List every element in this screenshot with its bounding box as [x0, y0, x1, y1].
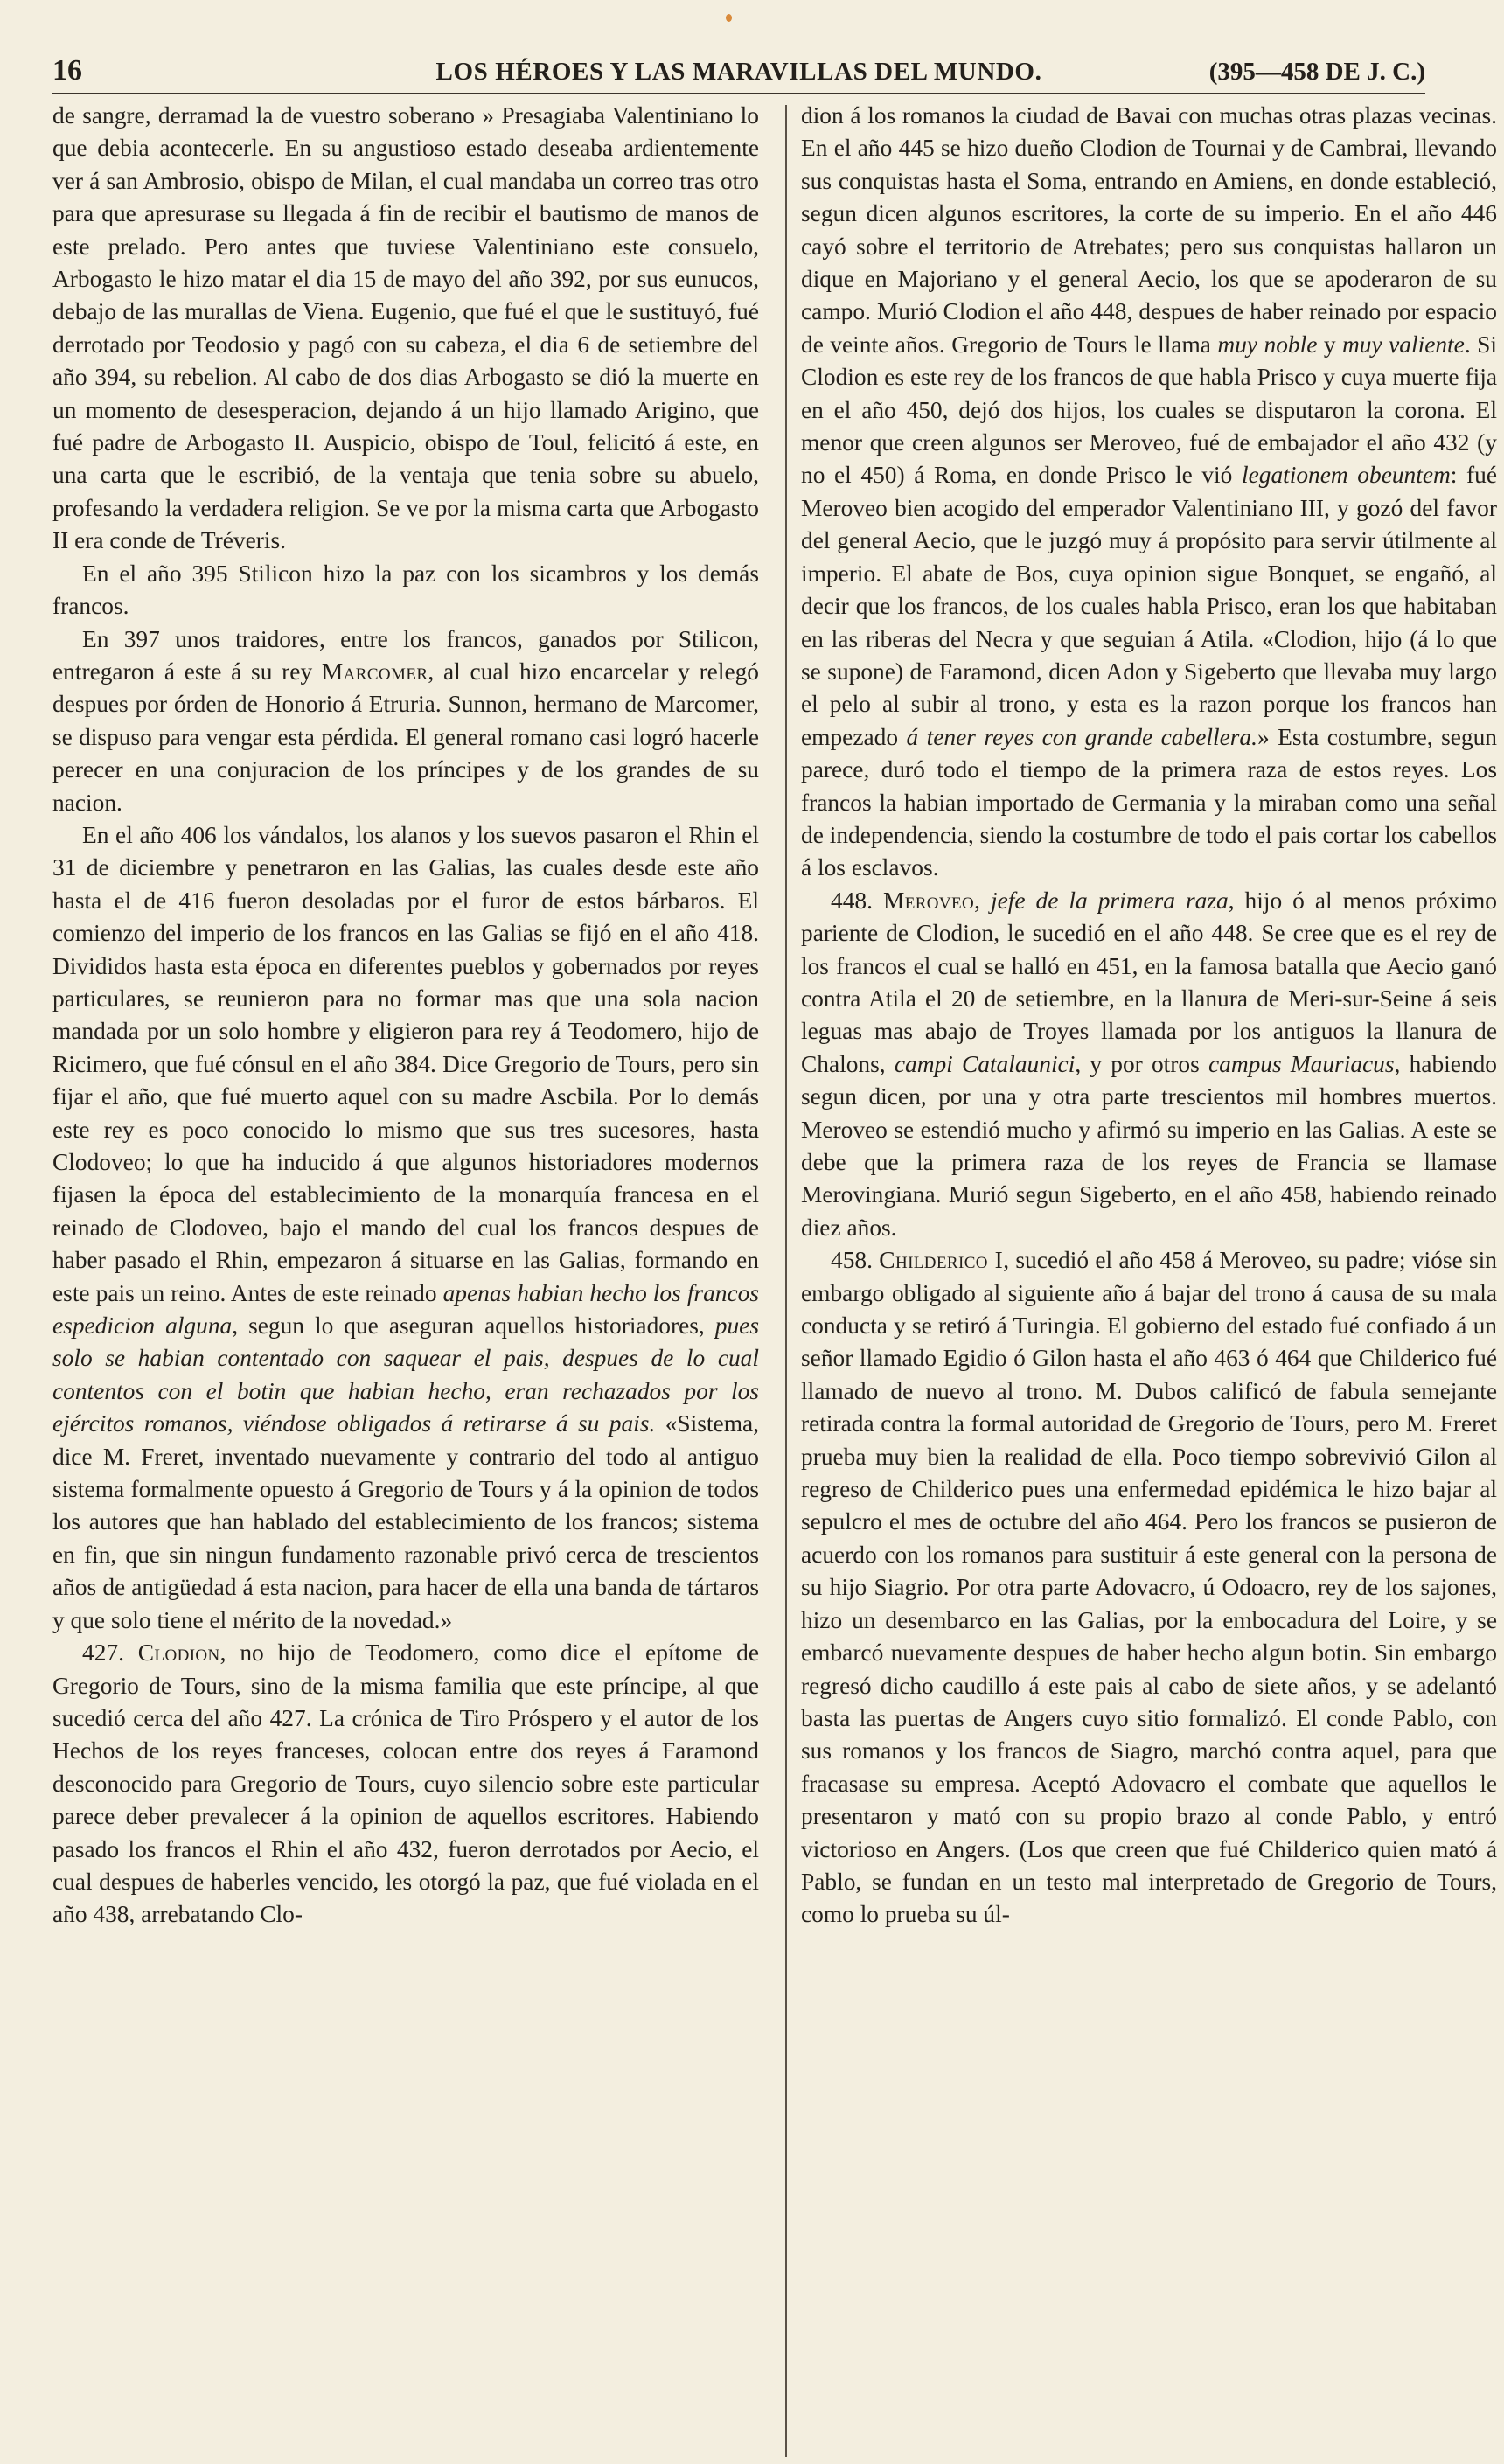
page-number: 16: [52, 54, 82, 87]
king-name: Clodion: [137, 1639, 220, 1667]
paragraph: En el año 395 Stilicon hizo la paz con los sicambros y los demás francos.: [52, 560, 759, 620]
text-run: , habiendo segun dicen, por una y otra parte trescientos mil hombres muertos. Meroveo se estendió mucho y afirmó su imperio en las Galias. A este se debe que la primera raza de los reyes de Francia se llamase Merovingiana. Murió segun Sigeberto, en el año 458, habiendo reinado diez años.: [801, 1050, 1497, 1241]
ink-dot: [726, 14, 732, 22]
entry-year: 458.: [831, 1247, 873, 1274]
emphasis: á tener reyes con grande cabellera.: [906, 723, 1257, 750]
emphasis: campus Mauriacus: [1208, 1050, 1395, 1077]
paragraph: [801, 100, 1497, 885]
paragraph: [52, 623, 759, 819]
paragraph: 448. Meroveo, jefe de la primera raza, hijo ó al menos próximo pariente de Clodion, le sucedió en el año 448. Se cree que es el rey de los francos el cual se halló en 451, en la famosa batalla que Aecio ganó contra Atila el 20 de setiembre, en la llanura de Meri-sur-Seine á seis leguas mas abajo de Troyes llamada por los antiguos la llanura de Chalons, campi Catalaunici, y por otros campus Mauriacus, habiendo segun dicen, por una y otra parte trescientos mil hombres muertos. Meroveo se estendió mucho y afirmó su imperio en las Galias. A este se debe que la primera raza de los reyes de Francia se llamase Merovingiana. Murió segun Sigeberto, en el año 458, habiendo reinado diez años.: [801, 887, 1497, 1241]
emphasis: apenas habian hecho los francos espedicion alguna: [52, 1279, 759, 1340]
emphasis: muy valiente: [1342, 331, 1465, 358]
text-run: En el año 406 los vándalos, los alanos y los suevos pasaron el Rhin el 31 de diciembre y penetraron en las Galias, las cuales desde este año hasta el de 416 fueron desoladas por el furor de estos bárbaros. El comienzo del imperio de los francos en las Galias se fijó en el año 418. Divididos hasta esta época en diferentes pueblos y gobernados por reyes particulares, se reunieron para no formar mas que una sola nacion mandada por un solo hombre y eligieron para rey á Teodomero, hijo de Ricimero, que fué cónsul en el año 384. Dice Gregorio de Tours, pero sin fijar el año, que fué muerto aquel con su madre Ascbila. Por lo demás este rey es poco conocido lo mismo que sus tres sucesores, hasta Clodoveo; lo que ha inducido á que algunos historiadores modernos fijasen la época del establecimiento de la monarquía francesa en el reinado de Clodoveo, bajo el mando del cual los francos despues de haber pasado el Rhin, empezaron á situarse en las Galias, formando en este pais un reino. Antes de este reinado: [52, 821, 759, 1306]
text-run: . Si Clodion es este rey de los francos de que habla Prisco y cuya muerte fija en el año 450, dejó dos hijos, los cuales se disputaron la corona. El menor que creen algunos ser Meroveo, fué de embajador el año 432 (y no el 450) á Roma, en donde Prisco le vió: [801, 331, 1497, 489]
text-run: , sucedió el año 458 á Meroveo, su padre; vióse sin embargo obligado al siguiente año á bajar del trono á causa de su mala conducta y se retiró á Turingia. El gobierno del estado fué confiado á un señor llamado Egidio ó Gilon hasta el año 463 ó 464 que Childerico fué llamado de nuevo al trono. M. Dubos calificó de fabula semejante retirada contra la formal autoridad de Gregorio de Tours, pero M. Freret prueba muy bien la realidad de ella. Poco tiempo sobrevivió Gilon al regreso de Childerico pues una enfermedad epidémica le hizo bajar al sepulcro el mes de octubre del año 464. Pero los francos se pusieron de acuerdo con los romanos para sustituir á este general con la persona de su hijo Siagrio. Por otra parte Adovacro, ú Odoacro, rey de los sajones, hizo un desembarco en las Galias, por la embocadura del Loire, y se embarcó nuevamente despues de haber hecho algun botin. Sin embargo regresó dicho caudillo á este pais al cabo de siete años, y se adelantó basta las puertas de Angers cuyo sitio formalizó. El conde Pablo, con sus romanos y los francos de Siagro, marchó contra aquel, para que fracasase su empresa. Aceptó Adovacro el combate que aquellos le presentaron y mató con su propio brazo al conde Pablo, y entró victorioso en Angers. (Los que creen que fué Childerico quien mató á Pablo, se fundan en un testo mal interpretado de Gregorio de Tours, como lo prueba su úl-: [801, 1247, 1497, 1928]
date-range: (395—458 DE J. C.): [1208, 58, 1425, 86]
paragraph: [52, 1637, 759, 1932]
right-column: [801, 100, 1497, 1932]
column-divider: [785, 105, 787, 2457]
text-run: » Esta costumbre, segun parece, duró todo el tiempo de la primera raza de estos reyes. Los francos la habian importado de Germania y la miraban como una señal de independencia, siendo la costumbre de todo el pais cortar los cabellos á los esclavos.: [801, 723, 1497, 881]
text-run: , al cual hizo encarcelar y relegó despues por órden de Honorio á Etruria. Sunnon, hermano de Marcomer, se dispuso para vengar esta pérdida. El general romano casi logró hacerle perecer en una conjuracion de los príncipes y de los grandes de su nacion.: [52, 658, 760, 816]
king-name: Marcomer: [321, 658, 428, 685]
text-run: , no hijo de Teodomero, como dice el epítome de Gregorio de Tours, sino de la misma familia que este príncipe, al que sucedió cerca del año 427. La crónica de Tiro Próspero y el autor de los Hechos de los reyes franceses, colocan entre dos reyes á Faramond desconocido para Gregorio de Tours, cuyo silencio sobre este particular parece deber prevalecer á la opinion de aquellos escritores. Habiendo pasado los francos el Rhin el año 432, fueron derrotados por Aecio, el cual despues de haberles vencido, les otorgó la paz, que fué violada en el año 438, arrebatando Clo-: [52, 1639, 759, 1928]
emphasis: muy noble: [1217, 331, 1318, 358]
king-name: Childerico I: [879, 1247, 1004, 1274]
emphasis: jefe de la primera raza: [991, 887, 1229, 914]
text-run: , segun lo que aseguran aquellos historiadores,: [232, 1312, 715, 1340]
left-column: [52, 100, 759, 1932]
entry-year: 448.: [831, 887, 873, 914]
paragraph: de sangre, derramad la de vuestro soberano » Presagiaba Valentiniano lo que debia acontecerle. En su angustioso estado deseaba ardientemente ver á san Ambrosio, obispo de Milan, el cual mandaba un correo tras otro para que apresurase su llegada á fin de recibir el bautismo de manos de este prelado. Pero antes que tuviese Valentiniano este consuelo, Arbogasto le hizo matar el dia 15 de mayo del año 392, por sus eunucos, debajo de las murallas de Viena. Eugenio, que fué el que le sustituyó, fué derrotado por Teodosio y pagó con su cabeza, el dia 6 de setiembre del año 394, su rebelion. Al cabo de dos dias Arbogasto se dió la muerte en un momento de desesperacion, dejando á un hijo llamado Arigino, que fué padre de Arbogasto II. Auspicio, obispo de Toul, felicitó á este, en una carta que le escribió, de la ventaja que tenia sobre su abuelo, profesando la verdadera religion. Se ve por la misma carta que Arbogasto II era conde de Tréveris.: [52, 102, 759, 554]
text-run: , y por otros: [1075, 1050, 1208, 1077]
entry-year: 427.: [82, 1639, 124, 1667]
text-run: y: [1317, 331, 1343, 358]
header-rule: [52, 93, 1425, 94]
king-name: Meroveo: [882, 887, 975, 914]
running-header: [52, 54, 1425, 89]
emphasis: pues solo se habian contentado con saquear el pais, despues de lo cual contentos con el botin que habian hecho, eran rechazados por los ejércitos romanos, viéndose obligados á retirarse á su pais.: [52, 1312, 759, 1437]
text-run: dion á los romanos la ciudad de Bavai con muchas otras plazas vecinas. En el año 445 se hizo dueño Clodion de Tournai y de Cambrai, llevando sus conquistas hasta el Soma, entrando en Amiens, en donde estableció, segun dicen algunos escritores, la corte de su imperio. En el año 446 cayó sobre el territorio de Atrebates; pero sus conquistas hallaron un dique en Majoriano y el general Aecio, los que se apoderaron de su campo. Murió Clodion el año 448, despues de haber reinado por espacio de veinte años. Gregorio de Tours le llama: [801, 102, 1497, 358]
text-run: En 397 unos traidores, entre los francos, ganados por Stilicon, entregaron á este á su rey: [52, 625, 759, 685]
emphasis: campi Catalaunici: [894, 1050, 1076, 1077]
text-run: , hijo ó al menos próximo pariente de Clodion, le sucedió en el año 448. Se cree que es el rey de los francos el cual se halló en 451, en la famosa batalla que Aecio ganó contra Atila el 20 de setiembre, en la llanura de Meri-sur-Seine á seis leguas mas abajo de Troyes llamada por los antiguos la llanura de Chalons,: [801, 887, 1497, 1077]
paragraph: [801, 1244, 1497, 1932]
text-run: «Sistema, dice M. Freret, inventado nuevamente y contrario del todo al antiguo sistema formalmente opuesto á Gregorio de Tours y á la opinion de todos los autores que han hablado del establecimiento de los francos; sistema en fin, que sin ningun fundamento razonable privó cerca de trescientos años de antigüedad á esta nacion, para hacer de ella una banda de tártaros y que solo tiene el mérito de la novedad.»: [52, 1410, 760, 1633]
text-run: : fué Meroveo bien acogido del emperador Valentiniano III, y gozó del favor del general Aecio, que le juzgó muy á propósito para servir útilmente al imperio. El abate de Bos, cuya opinion sigue Bonquet, se engañó, al decir que los francos, de los cuales habla Prisco, eran los que habitaban en las riberas del Necra y que seguian á Atila. «Clodion, hijo (á lo que se supone) de Faramond, dicen Adon y Sigeberto que llevaba muy largo el pelo al subir al trono, y esta es la razon porque los francos han empezado: [801, 462, 1497, 750]
emphasis: legationem obeuntem: [1241, 462, 1451, 489]
paragraph: [52, 819, 759, 1637]
page-title: LOS HÉROES Y LAS MARAVILLAS DEL MUNDO.: [435, 58, 1042, 86]
